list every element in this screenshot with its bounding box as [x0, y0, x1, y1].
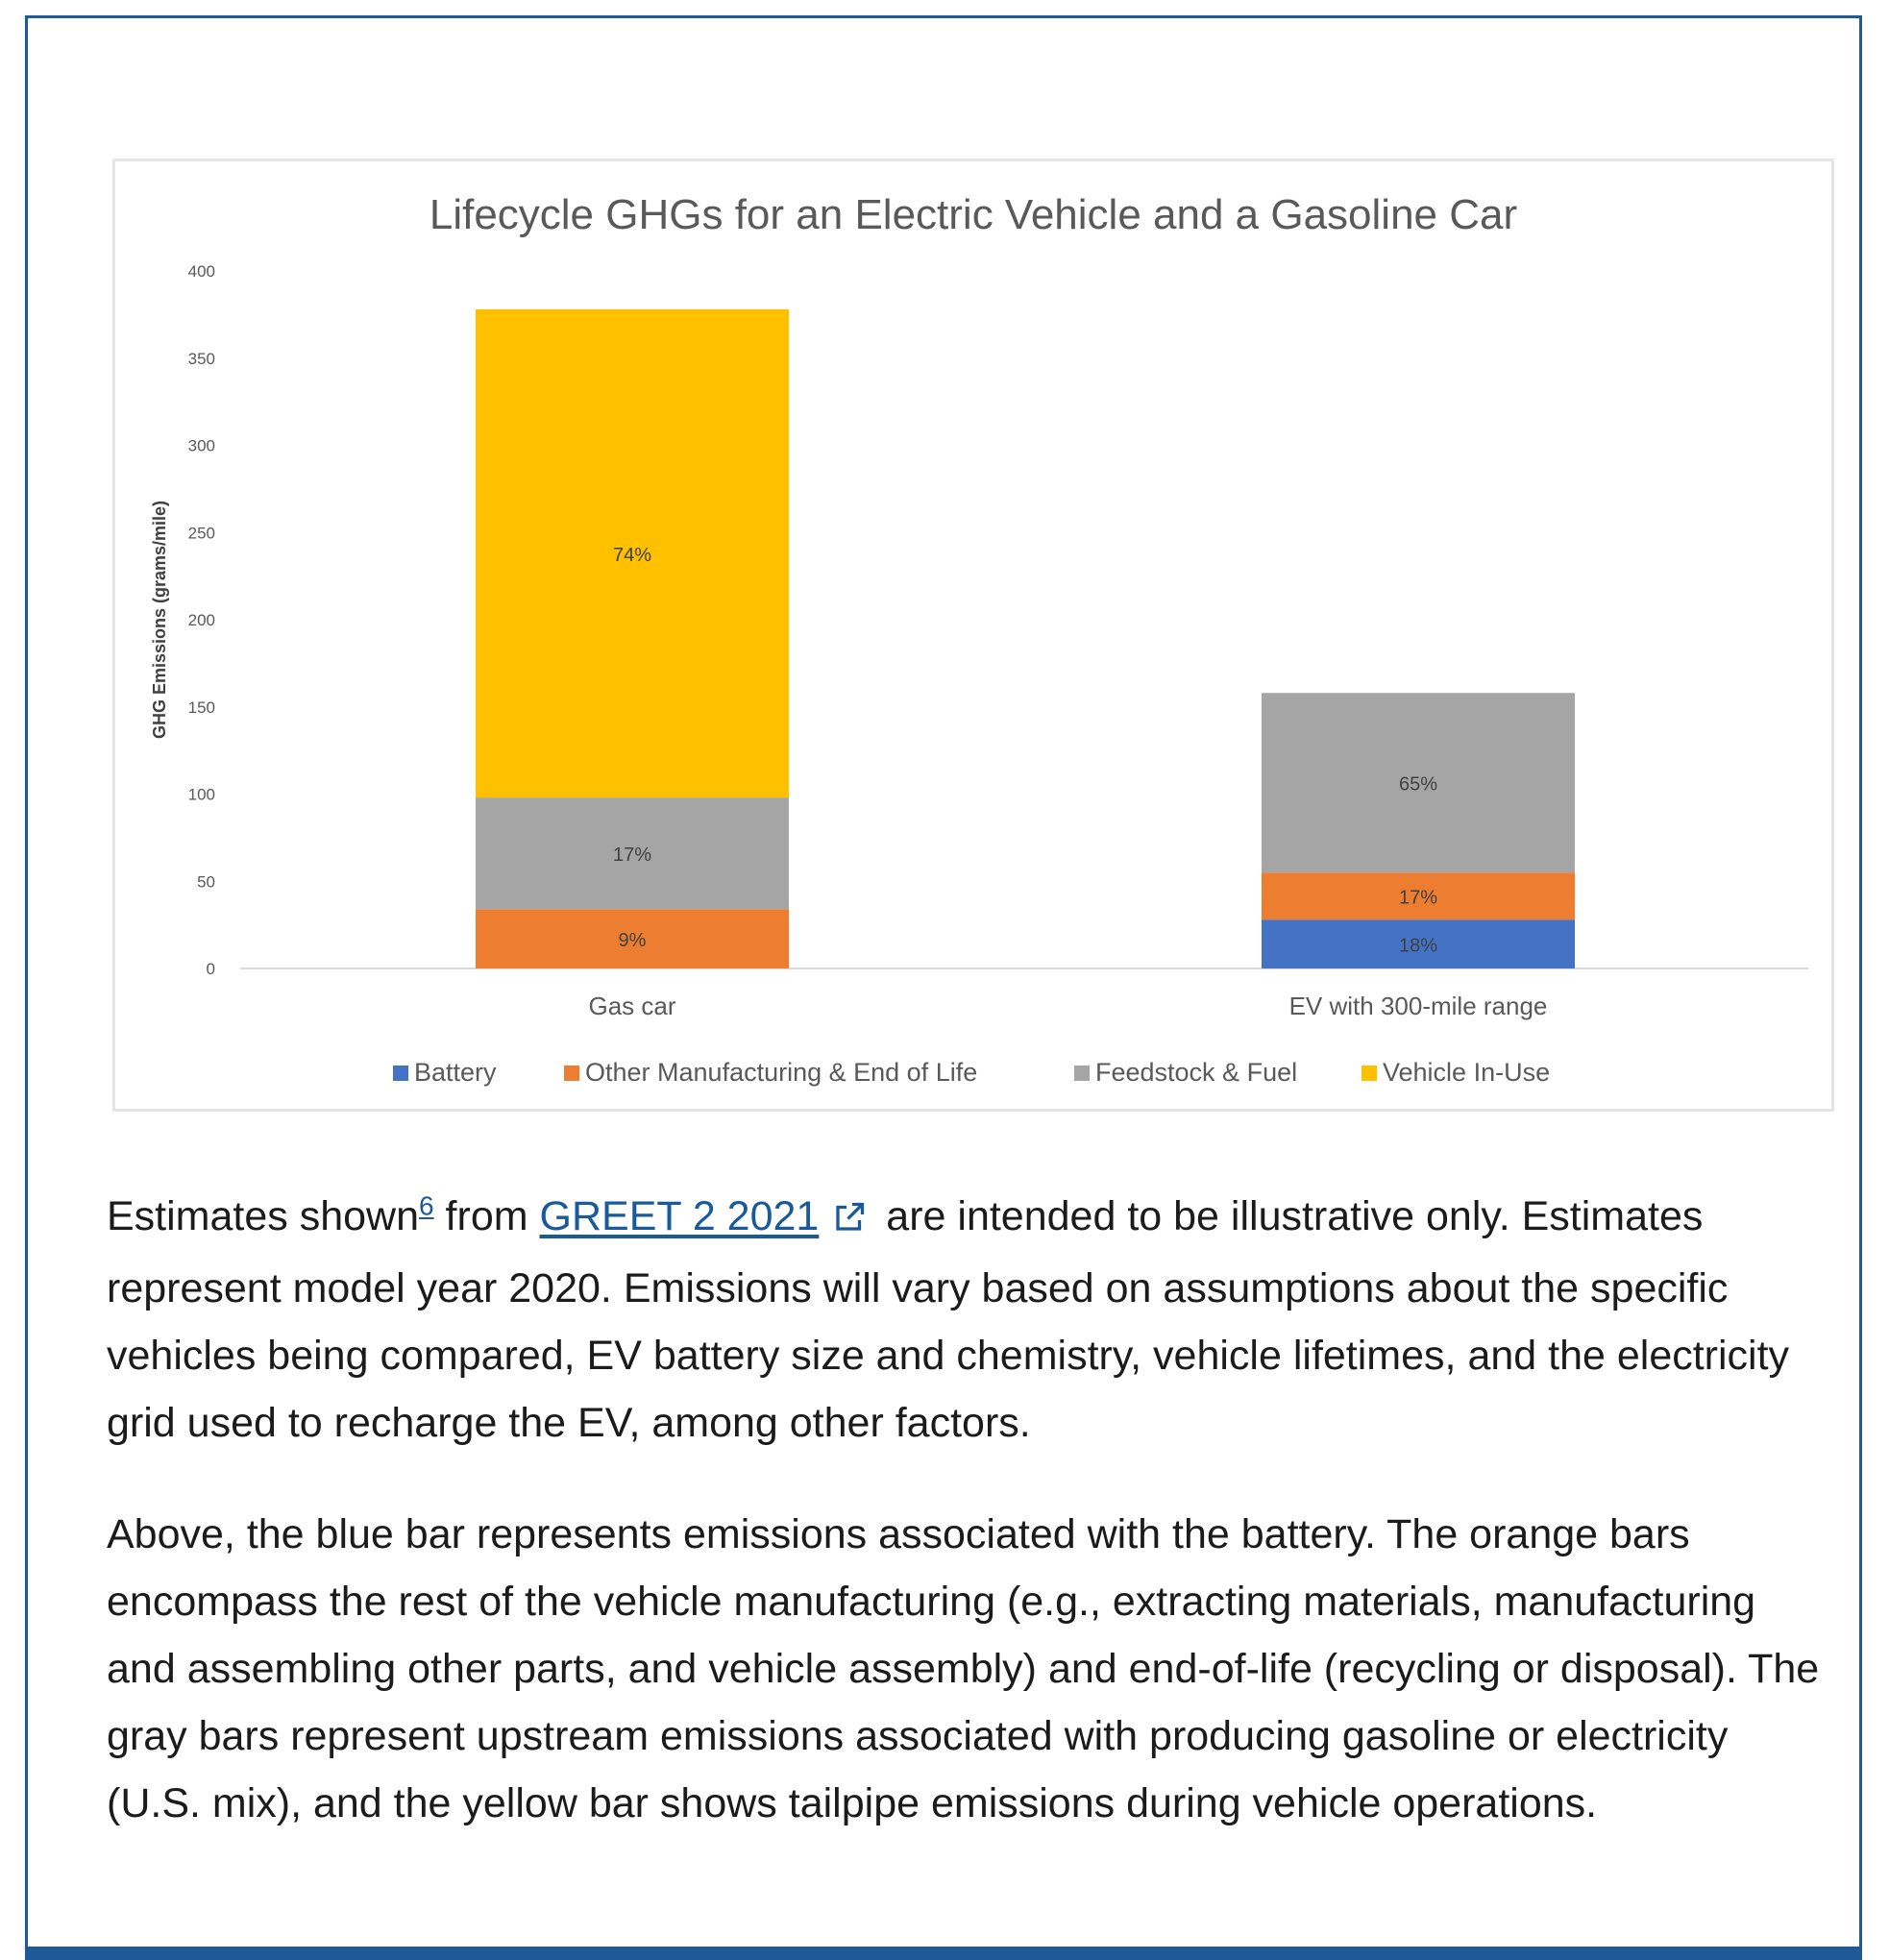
p1-text-b: from	[433, 1193, 540, 1239]
data-label-0-1: 9%	[618, 930, 647, 952]
y-tick-label-250: 250	[187, 524, 215, 543]
legend-swatch-3	[1362, 1066, 1377, 1081]
data-label-0-3: 74%	[612, 545, 652, 567]
legend-swatch-0	[393, 1066, 408, 1081]
p1-text-c: are intended to be illustrative only. Estimates represent model year 2020. Emissions will vary based on assumptions about the specific vehicles being compared, EV battery size and chemistry, vehicle lifetimes, and the electricity grid used to recharge the EV, among other factors.	[107, 1193, 1790, 1446]
legend-label-0: Battery	[414, 1058, 497, 1087]
y-tick-label-350: 350	[187, 349, 215, 368]
x-tick-label-0: Gas car	[588, 992, 676, 1020]
data-label-1-0: 18%	[1398, 935, 1438, 957]
y-tick-label-200: 200	[187, 611, 215, 629]
y-tick-label-150: 150	[187, 698, 215, 717]
lifecycle-ghg-chart	[115, 161, 1831, 1109]
legend-swatch-1	[564, 1066, 579, 1081]
legend-label-2: Feedstock & Fuel	[1095, 1058, 1298, 1087]
chart-figure	[112, 159, 1834, 1112]
data-label-1-1: 17%	[1398, 887, 1438, 909]
data-label-1-2: 65%	[1398, 773, 1438, 796]
external-link-icon[interactable]	[832, 1188, 867, 1255]
p1-text-a: Estimates shown	[107, 1193, 420, 1239]
legend-label-3: Vehicle In-Use	[1383, 1058, 1551, 1087]
legend-swatch-2	[1074, 1066, 1090, 1081]
y-axis-label: GHG Emissions (grams/mile)	[150, 500, 169, 740]
legend-label-1: Other Manufacturing & End of Life	[585, 1058, 978, 1087]
data-label-0-2: 17%	[612, 845, 652, 867]
explanation-paragraph: Above, the blue bar represents emissions associated with the battery. The orange bars encompass the rest of the vehicle manufacturing (e.g., extracting materials, manufacturing and assembling other parts, and vehicle assembly) and end-of-life (recycling or disposal). The gray bars represent upstream emissions associated with producing gasoline or electricity (U.S. mix), and the yellow bar shows tailpipe emissions during vehicle operations.	[107, 1511, 1820, 1826]
x-tick-label-1: EV with 300-mile range	[1288, 992, 1548, 1020]
y-tick-label-400: 400	[187, 262, 215, 281]
y-tick-label-300: 300	[187, 436, 215, 455]
y-tick-label-50: 50	[197, 872, 215, 892]
chart-title: Lifecycle GHGs for an Electric Vehicle and a Gasoline Car	[429, 191, 1518, 238]
content-card	[25, 15, 1862, 1960]
greet-2021-link[interactable]: GREET 2 2021	[539, 1193, 820, 1239]
y-tick-label-0: 0	[206, 960, 215, 978]
y-tick-label-100: 100	[187, 785, 215, 804]
footnote-6-link[interactable]: 6	[419, 1190, 434, 1221]
card-bottom-border	[25, 1947, 1862, 1960]
estimates-paragraph	[107, 1183, 1827, 1457]
